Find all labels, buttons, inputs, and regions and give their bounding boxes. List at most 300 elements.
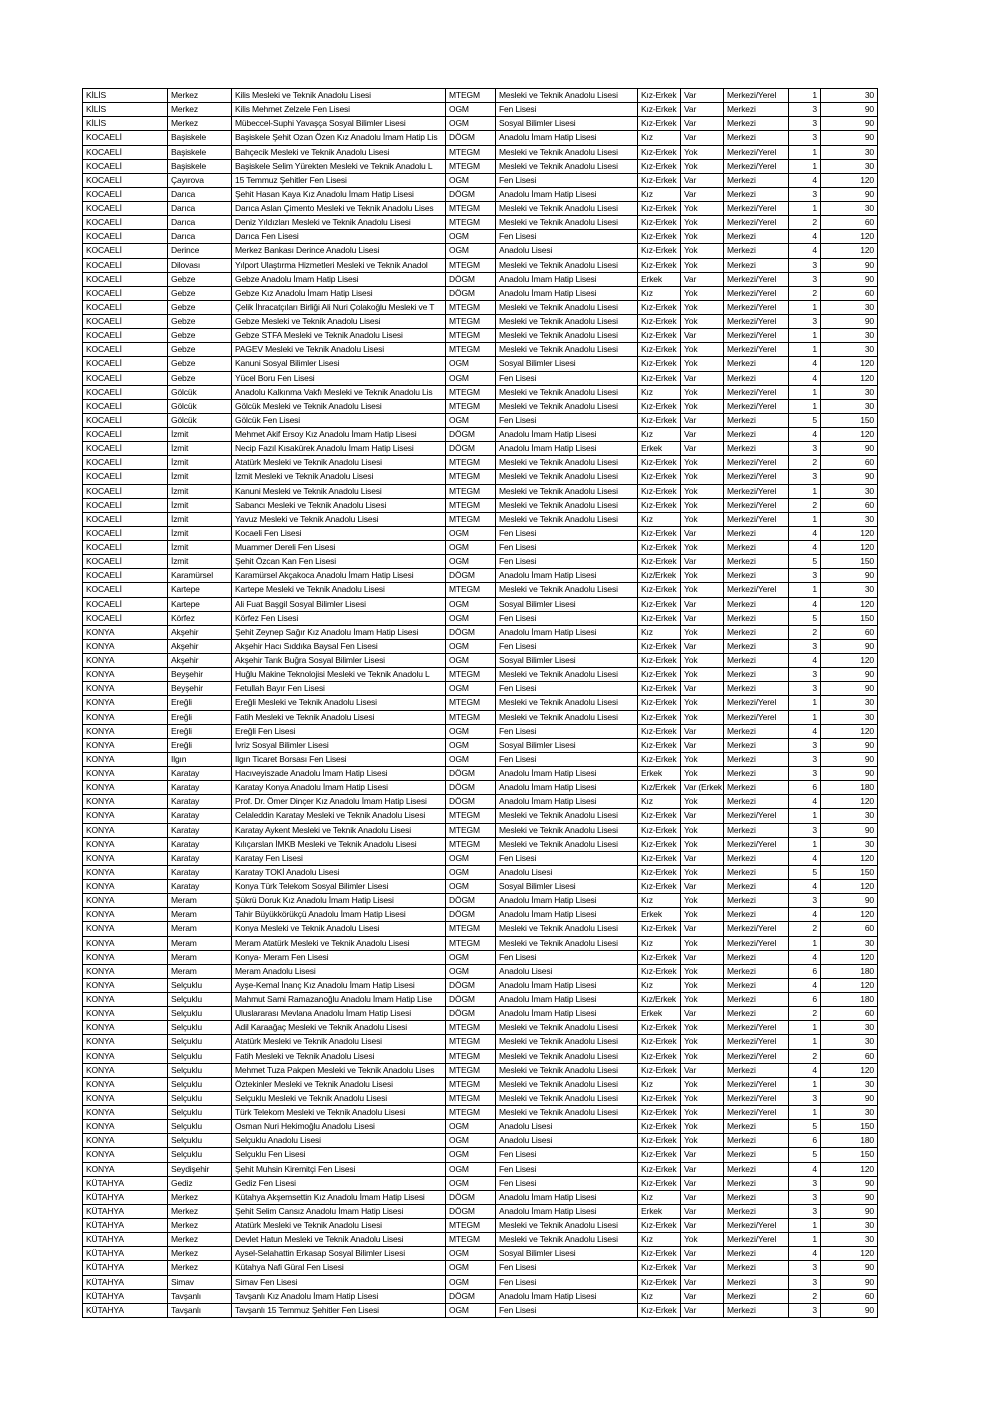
- cell-count-2: 120: [821, 173, 878, 187]
- cell-var-yok: Var: [681, 1289, 724, 1303]
- cell-directorate-code: DÖGM: [446, 272, 496, 286]
- cell-school-name: Konya Türk Telekom Sosyal Bilimler Lisesi: [232, 880, 446, 894]
- cell-gender: Kız: [638, 187, 681, 201]
- table-row: [83, 173, 878, 187]
- cell-count-1: 1: [789, 385, 821, 399]
- cell-directorate-code: MTEGM: [446, 258, 496, 272]
- cell-count-2: 90: [821, 1275, 878, 1289]
- cell-school-type: Fen Lisesi: [496, 173, 638, 187]
- cell-school-name: Fetullah Bayır Fen Lisesi: [232, 682, 446, 696]
- table-row: [83, 230, 878, 244]
- cell-count-1: 3: [789, 1261, 821, 1275]
- cell-gender: Kız-Erkek: [638, 159, 681, 173]
- cell-count-1: 5: [789, 865, 821, 879]
- table-row: [83, 993, 878, 1007]
- cell-count-2: 120: [821, 371, 878, 385]
- cell-merkezi-yerel: Merkezi: [724, 1007, 789, 1021]
- cell-count-2: 180: [821, 781, 878, 795]
- cell-province: KOCAELİ: [83, 343, 168, 357]
- cell-province: KONYA: [83, 936, 168, 950]
- cell-count-2: 30: [821, 300, 878, 314]
- cell-merkezi-yerel: Merkezi: [724, 526, 789, 540]
- cell-district: Meram: [168, 922, 232, 936]
- cell-merkezi-yerel: Merkezi/Yerel: [724, 145, 789, 159]
- cell-district: Akşehir: [168, 639, 232, 653]
- cell-count-1: 4: [789, 1162, 821, 1176]
- cell-count-1: 3: [789, 668, 821, 682]
- cell-merkezi-yerel: Merkezi: [724, 597, 789, 611]
- cell-school-name: Gebze STFA Mesleki ve Teknik Anadolu Lisesi: [232, 329, 446, 343]
- cell-school-type: Fen Lisesi: [496, 950, 638, 964]
- cell-province: KÜTAHYA: [83, 1233, 168, 1247]
- cell-school-type: Fen Lisesi: [496, 371, 638, 385]
- cell-merkezi-yerel: Merkezi/Yerel: [724, 484, 789, 498]
- cell-school-name: Yücel Boru Fen Lisesi: [232, 371, 446, 385]
- cell-count-2: 90: [821, 823, 878, 837]
- cell-district: Darıca: [168, 216, 232, 230]
- cell-gender: Kız-Erkek: [638, 484, 681, 498]
- cell-gender: Kız: [638, 385, 681, 399]
- cell-directorate-code: OGM: [446, 682, 496, 696]
- cell-school-type: Anadolu İmam Hatip Lisesi: [496, 908, 638, 922]
- cell-directorate-code: OGM: [446, 752, 496, 766]
- cell-count-1: 5: [789, 611, 821, 625]
- cell-count-2: 120: [821, 244, 878, 258]
- cell-district: Merkez: [168, 103, 232, 117]
- table-row: [83, 1035, 878, 1049]
- cell-var-yok: Yok: [681, 1233, 724, 1247]
- cell-var-yok: Var: [681, 329, 724, 343]
- cell-merkezi-yerel: Merkezi/Yerel: [724, 216, 789, 230]
- cell-school-type: Mesleki ve Teknik Anadolu Lisesi: [496, 1233, 638, 1247]
- cell-school-name: Merkez Bankası Derince Anadolu Lisesi: [232, 244, 446, 258]
- cell-district: Ereğli: [168, 696, 232, 710]
- table-row: [83, 145, 878, 159]
- cell-school-name: Atatürk Mesleki ve Teknik Anadolu Lisesi: [232, 1219, 446, 1233]
- cell-province: KONYA: [83, 964, 168, 978]
- cell-school-name: Osman Nuri Hekimoğlu Anadolu Lisesi: [232, 1120, 446, 1134]
- cell-province: KONYA: [83, 1021, 168, 1035]
- cell-directorate-code: OGM: [446, 371, 496, 385]
- cell-province: KONYA: [83, 1148, 168, 1162]
- cell-count-2: 120: [821, 541, 878, 555]
- cell-count-2: 30: [821, 385, 878, 399]
- cell-var-yok: Var: [681, 851, 724, 865]
- cell-gender: Erkek: [638, 767, 681, 781]
- cell-count-1: 1: [789, 936, 821, 950]
- table-row: [83, 1275, 878, 1289]
- cell-count-1: 4: [789, 1247, 821, 1261]
- cell-gender: Kız-Erkek: [638, 315, 681, 329]
- table-row: [83, 696, 878, 710]
- cell-province: KOCAELİ: [83, 272, 168, 286]
- cell-school-name: Kütahya Akşemsettin Kız Anadolu İmam Hatip Lisesi: [232, 1190, 446, 1204]
- cell-count-1: 1: [789, 1077, 821, 1091]
- cell-school-name: Gölcük Mesleki ve Teknik Anadolu Lisesi: [232, 399, 446, 413]
- cell-district: İzmit: [168, 498, 232, 512]
- cell-school-type: Fen Lisesi: [496, 526, 638, 540]
- cell-count-1: 3: [789, 258, 821, 272]
- cell-count-1: 3: [789, 131, 821, 145]
- cell-var-yok: Var: [681, 1275, 724, 1289]
- cell-count-1: 1: [789, 484, 821, 498]
- cell-school-type: Fen Lisesi: [496, 752, 638, 766]
- cell-school-name: Fatih Mesleki ve Teknik Anadolu Lisesi: [232, 1049, 446, 1063]
- cell-count-1: 4: [789, 880, 821, 894]
- cell-school-name: Ereğli Mesleki ve Teknik Anadolu Lisesi: [232, 696, 446, 710]
- cell-directorate-code: DÖGM: [446, 1204, 496, 1218]
- cell-count-1: 1: [789, 512, 821, 526]
- cell-directorate-code: OGM: [446, 738, 496, 752]
- cell-var-yok: Yok: [681, 484, 724, 498]
- cell-count-1: 1: [789, 696, 821, 710]
- cell-count-2: 30: [821, 329, 878, 343]
- cell-merkezi-yerel: Merkezi: [724, 1134, 789, 1148]
- cell-var-yok: Yok: [681, 936, 724, 950]
- cell-count-2: 60: [821, 286, 878, 300]
- cell-count-1: 1: [789, 329, 821, 343]
- cell-school-type: Sosyal Bilimler Lisesi: [496, 1247, 638, 1261]
- cell-district: Selçuklu: [168, 978, 232, 992]
- cell-var-yok: Yok: [681, 767, 724, 781]
- cell-gender: Kız-Erkek: [638, 555, 681, 569]
- cell-merkezi-yerel: Merkezi: [724, 1120, 789, 1134]
- table-row: [83, 484, 878, 498]
- cell-directorate-code: DÖGM: [446, 993, 496, 1007]
- cell-district: İzmit: [168, 470, 232, 484]
- cell-directorate-code: MTEGM: [446, 710, 496, 724]
- table-row: [83, 272, 878, 286]
- cell-var-yok: Yok: [681, 752, 724, 766]
- cell-var-yok: Var: [681, 187, 724, 201]
- cell-directorate-code: MTEGM: [446, 1035, 496, 1049]
- cell-school-type: Fen Lisesi: [496, 1162, 638, 1176]
- cell-gender: Kız-Erkek: [638, 611, 681, 625]
- cell-province: KOCAELİ: [83, 131, 168, 145]
- cell-var-yok: Yok: [681, 1134, 724, 1148]
- cell-school-type: Fen Lisesi: [496, 724, 638, 738]
- cell-count-1: 2: [789, 286, 821, 300]
- cell-var-yok: Var: [681, 1261, 724, 1275]
- cell-gender: Kız-Erkek: [638, 583, 681, 597]
- cell-directorate-code: OGM: [446, 357, 496, 371]
- cell-merkezi-yerel: Merkezi: [724, 1275, 789, 1289]
- table-row: [83, 442, 878, 456]
- table-row: [83, 654, 878, 668]
- cell-directorate-code: OGM: [446, 173, 496, 187]
- cell-count-1: 3: [789, 767, 821, 781]
- cell-school-type: Mesleki ve Teknik Anadolu Lisesi: [496, 1219, 638, 1233]
- cell-gender: Kız-Erkek: [638, 639, 681, 653]
- cell-merkezi-yerel: Merkezi: [724, 1148, 789, 1162]
- cell-gender: Kız-Erkek: [638, 1134, 681, 1148]
- cell-count-1: 3: [789, 1303, 821, 1317]
- cell-var-yok: Yok: [681, 456, 724, 470]
- cell-count-1: 1: [789, 1233, 821, 1247]
- cell-gender: Kız: [638, 625, 681, 639]
- cell-merkezi-yerel: Merkezi: [724, 668, 789, 682]
- cell-count-1: 3: [789, 1190, 821, 1204]
- cell-merkezi-yerel: Merkezi/Yerel: [724, 286, 789, 300]
- cell-count-2: 30: [821, 159, 878, 173]
- cell-gender: Kız-Erkek: [638, 343, 681, 357]
- cell-district: Gölcük: [168, 399, 232, 413]
- table-row: [83, 202, 878, 216]
- cell-directorate-code: DÖGM: [446, 795, 496, 809]
- table-row: [83, 498, 878, 512]
- cell-merkezi-yerel: Merkezi/Yerel: [724, 936, 789, 950]
- cell-count-1: 3: [789, 103, 821, 117]
- cell-district: Gebze: [168, 300, 232, 314]
- cell-district: Gebze: [168, 343, 232, 357]
- cell-var-yok: Var: [681, 724, 724, 738]
- cell-gender: Kız-Erkek: [638, 964, 681, 978]
- cell-count-1: 4: [789, 795, 821, 809]
- cell-merkezi-yerel: Merkezi: [724, 752, 789, 766]
- cell-school-name: Gediz Fen Lisesi: [232, 1176, 446, 1190]
- cell-var-yok: Var: [681, 442, 724, 456]
- cell-school-name: İzmit Mesleki ve Teknik Anadolu Lisesi: [232, 470, 446, 484]
- table-row: [83, 343, 878, 357]
- cell-district: Merkez: [168, 1219, 232, 1233]
- cell-province: KOCAELİ: [83, 399, 168, 413]
- cell-district: Darıca: [168, 230, 232, 244]
- cell-count-1: 4: [789, 908, 821, 922]
- cell-directorate-code: OGM: [446, 964, 496, 978]
- cell-district: Darıca: [168, 187, 232, 201]
- cell-directorate-code: OGM: [446, 1120, 496, 1134]
- table-row: [83, 117, 878, 131]
- cell-directorate-code: OGM: [446, 639, 496, 653]
- cell-school-name: Şehit Özcan Kan Fen Lisesi: [232, 555, 446, 569]
- cell-province: KOCAELİ: [83, 597, 168, 611]
- cell-var-yok: Yok: [681, 343, 724, 357]
- cell-directorate-code: OGM: [446, 1247, 496, 1261]
- cell-count-2: 30: [821, 696, 878, 710]
- table-row: [83, 894, 878, 908]
- cell-province: KONYA: [83, 809, 168, 823]
- cell-gender: Kız: [638, 1289, 681, 1303]
- cell-count-2: 180: [821, 993, 878, 1007]
- table-row: [83, 159, 878, 173]
- cell-school-type: Mesleki ve Teknik Anadolu Lisesi: [496, 145, 638, 159]
- cell-province: KONYA: [83, 696, 168, 710]
- cell-var-yok: Yok: [681, 258, 724, 272]
- cell-count-2: 60: [821, 216, 878, 230]
- cell-count-1: 4: [789, 428, 821, 442]
- cell-directorate-code: MTEGM: [446, 216, 496, 230]
- cell-count-1: 6: [789, 993, 821, 1007]
- cell-var-yok: Yok: [681, 1120, 724, 1134]
- cell-province: KÜTAHYA: [83, 1219, 168, 1233]
- cell-school-type: Mesleki ve Teknik Anadolu Lisesi: [496, 202, 638, 216]
- cell-district: Merkez: [168, 1261, 232, 1275]
- table-row: [83, 413, 878, 427]
- table-row: [83, 682, 878, 696]
- cell-school-name: 15 Temmuz Şehitler Fen Lisesi: [232, 173, 446, 187]
- cell-district: Gölcük: [168, 413, 232, 427]
- cell-province: KONYA: [83, 738, 168, 752]
- cell-count-2: 90: [821, 668, 878, 682]
- cell-district: İzmit: [168, 484, 232, 498]
- cell-school-name: Darıca Fen Lisesi: [232, 230, 446, 244]
- cell-district: Selçuklu: [168, 1063, 232, 1077]
- cell-gender: Kız-Erkek: [638, 1162, 681, 1176]
- cell-school-name: Gölcük Fen Lisesi: [232, 413, 446, 427]
- cell-merkezi-yerel: Merkezi: [724, 950, 789, 964]
- cell-directorate-code: OGM: [446, 413, 496, 427]
- cell-province: KOCAELİ: [83, 230, 168, 244]
- cell-count-1: 3: [789, 272, 821, 286]
- cell-merkezi-yerel: Merkezi/Yerel: [724, 300, 789, 314]
- cell-count-2: 30: [821, 1106, 878, 1120]
- cell-gender: Kız: [638, 1190, 681, 1204]
- cell-count-2: 30: [821, 1219, 878, 1233]
- cell-province: KOCAELİ: [83, 244, 168, 258]
- table-row: [83, 823, 878, 837]
- cell-count-2: 120: [821, 1247, 878, 1261]
- table-row: [83, 526, 878, 540]
- cell-var-yok: Var: [681, 117, 724, 131]
- cell-var-yok: Yok: [681, 865, 724, 879]
- cell-province: KOCAELİ: [83, 484, 168, 498]
- cell-gender: Kız-Erkek: [638, 1261, 681, 1275]
- cell-gender: Kız-Erkek: [638, 710, 681, 724]
- table-row: [83, 1120, 878, 1134]
- cell-gender: Kız-Erkek: [638, 371, 681, 385]
- cell-district: Gölcük: [168, 385, 232, 399]
- cell-var-yok: Yok: [681, 1021, 724, 1035]
- cell-merkezi-yerel: Merkezi/Yerel: [724, 512, 789, 526]
- cell-gender: Kız: [638, 978, 681, 992]
- cell-school-type: Sosyal Bilimler Lisesi: [496, 738, 638, 752]
- table-row: [83, 1190, 878, 1204]
- cell-var-yok: Yok: [681, 202, 724, 216]
- cell-province: KONYA: [83, 894, 168, 908]
- cell-district: Merkez: [168, 117, 232, 131]
- cell-district: İzmit: [168, 541, 232, 555]
- cell-province: KONYA: [83, 1063, 168, 1077]
- cell-count-1: 3: [789, 569, 821, 583]
- cell-count-1: 1: [789, 202, 821, 216]
- cell-province: KOCAELİ: [83, 315, 168, 329]
- cell-school-name: Kanuni Sosyal Bilimler Lisesi: [232, 357, 446, 371]
- cell-merkezi-yerel: Merkezi: [724, 964, 789, 978]
- table-row: [83, 837, 878, 851]
- cell-district: İzmit: [168, 512, 232, 526]
- cell-school-name: Aysel-Selahattin Erkasap Sosyal Bilimler Lisesi: [232, 1247, 446, 1261]
- table-row: [83, 1021, 878, 1035]
- cell-school-type: Anadolu Lisesi: [496, 1120, 638, 1134]
- cell-province: KONYA: [83, 993, 168, 1007]
- cell-school-type: Mesleki ve Teknik Anadolu Lisesi: [496, 512, 638, 526]
- cell-directorate-code: MTEGM: [446, 343, 496, 357]
- cell-merkezi-yerel: Merkezi/Yerel: [724, 159, 789, 173]
- cell-directorate-code: OGM: [446, 1134, 496, 1148]
- table-row: [83, 908, 878, 922]
- cell-district: Gebze: [168, 371, 232, 385]
- cell-merkezi-yerel: Merkezi: [724, 1176, 789, 1190]
- cell-count-2: 90: [821, 894, 878, 908]
- cell-school-name: Konya- Meram Fen Lisesi: [232, 950, 446, 964]
- table-row: [83, 187, 878, 201]
- cell-school-type: Anadolu İmam Hatip Lisesi: [496, 767, 638, 781]
- cell-gender: Kız-Erkek: [638, 865, 681, 879]
- cell-district: Gebze: [168, 272, 232, 286]
- cell-district: Selçuklu: [168, 993, 232, 1007]
- cell-var-yok: Var: [681, 1247, 724, 1261]
- cell-count-1: 3: [789, 1204, 821, 1218]
- cell-gender: Kız-Erkek: [638, 950, 681, 964]
- cell-gender: Kız: [638, 1233, 681, 1247]
- cell-province: KOCAELİ: [83, 187, 168, 201]
- cell-count-2: 30: [821, 1077, 878, 1091]
- cell-var-yok: Var: [681, 809, 724, 823]
- cell-school-name: Devlet Hatun Mesleki ve Teknik Anadolu Lisesi: [232, 1233, 446, 1247]
- cell-district: Selçuklu: [168, 1035, 232, 1049]
- cell-count-2: 90: [821, 738, 878, 752]
- cell-school-name: Karamürsel Akçakoca Anadolu İmam Hatip Lisesi: [232, 569, 446, 583]
- cell-var-yok: Var: [681, 1190, 724, 1204]
- cell-school-name: Meram Atatürk Mesleki ve Teknik Anadolu Lisesi: [232, 936, 446, 950]
- cell-count-2: 90: [821, 569, 878, 583]
- table-row: [83, 541, 878, 555]
- cell-school-name: Akşehir Hacı Sıddıka Baysal Fen Lisesi: [232, 639, 446, 653]
- cell-school-name: Necip Fazıl Kısakürek Anadolu İmam Hatip Lisesi: [232, 442, 446, 456]
- cell-directorate-code: MTEGM: [446, 89, 496, 103]
- cell-district: Selçuklu: [168, 1091, 232, 1105]
- cell-directorate-code: DÖGM: [446, 625, 496, 639]
- cell-district: Merkez: [168, 1204, 232, 1218]
- cell-school-type: Anadolu İmam Hatip Lisesi: [496, 272, 638, 286]
- cell-gender: Kız-Erkek: [638, 470, 681, 484]
- cell-count-2: 60: [821, 625, 878, 639]
- cell-school-name: Başiskele Selim Yürekten Mesleki ve Teknik Anadolu L: [232, 159, 446, 173]
- cell-district: Merkez: [168, 1190, 232, 1204]
- cell-merkezi-yerel: Merkezi: [724, 541, 789, 555]
- cell-merkezi-yerel: Merkezi/Yerel: [724, 922, 789, 936]
- cell-var-yok: Yok: [681, 908, 724, 922]
- cell-var-yok: Var: [681, 1063, 724, 1077]
- cell-school-name: Hacıveyiszade Anadolu İmam Hatip Lisesi: [232, 767, 446, 781]
- cell-var-yok: Var: [681, 1162, 724, 1176]
- cell-merkezi-yerel: Merkezi/Yerel: [724, 583, 789, 597]
- cell-directorate-code: OGM: [446, 1148, 496, 1162]
- cell-merkezi-yerel: Merkezi/Yerel: [724, 329, 789, 343]
- cell-count-2: 120: [821, 978, 878, 992]
- cell-var-yok: Yok: [681, 823, 724, 837]
- cell-school-type: Mesleki ve Teknik Anadolu Lisesi: [496, 1021, 638, 1035]
- cell-school-type: Sosyal Bilimler Lisesi: [496, 654, 638, 668]
- cell-var-yok: Yok: [681, 541, 724, 555]
- cell-school-type: Sosyal Bilimler Lisesi: [496, 117, 638, 131]
- cell-school-type: Anadolu Lisesi: [496, 244, 638, 258]
- cell-district: Gebze: [168, 329, 232, 343]
- cell-count-2: 30: [821, 89, 878, 103]
- cell-count-1: 4: [789, 654, 821, 668]
- cell-gender: Kız-Erkek: [638, 541, 681, 555]
- cell-count-1: 5: [789, 555, 821, 569]
- cell-gender: Erkek: [638, 272, 681, 286]
- table-row: [83, 738, 878, 752]
- cell-gender: Kız-Erkek: [638, 837, 681, 851]
- cell-gender: Kız-Erkek: [638, 173, 681, 187]
- cell-count-2: 30: [821, 1233, 878, 1247]
- cell-var-yok: Var: [681, 1204, 724, 1218]
- cell-merkezi-yerel: Merkezi: [724, 1190, 789, 1204]
- cell-province: KOCAELİ: [83, 526, 168, 540]
- table-row: [83, 1247, 878, 1261]
